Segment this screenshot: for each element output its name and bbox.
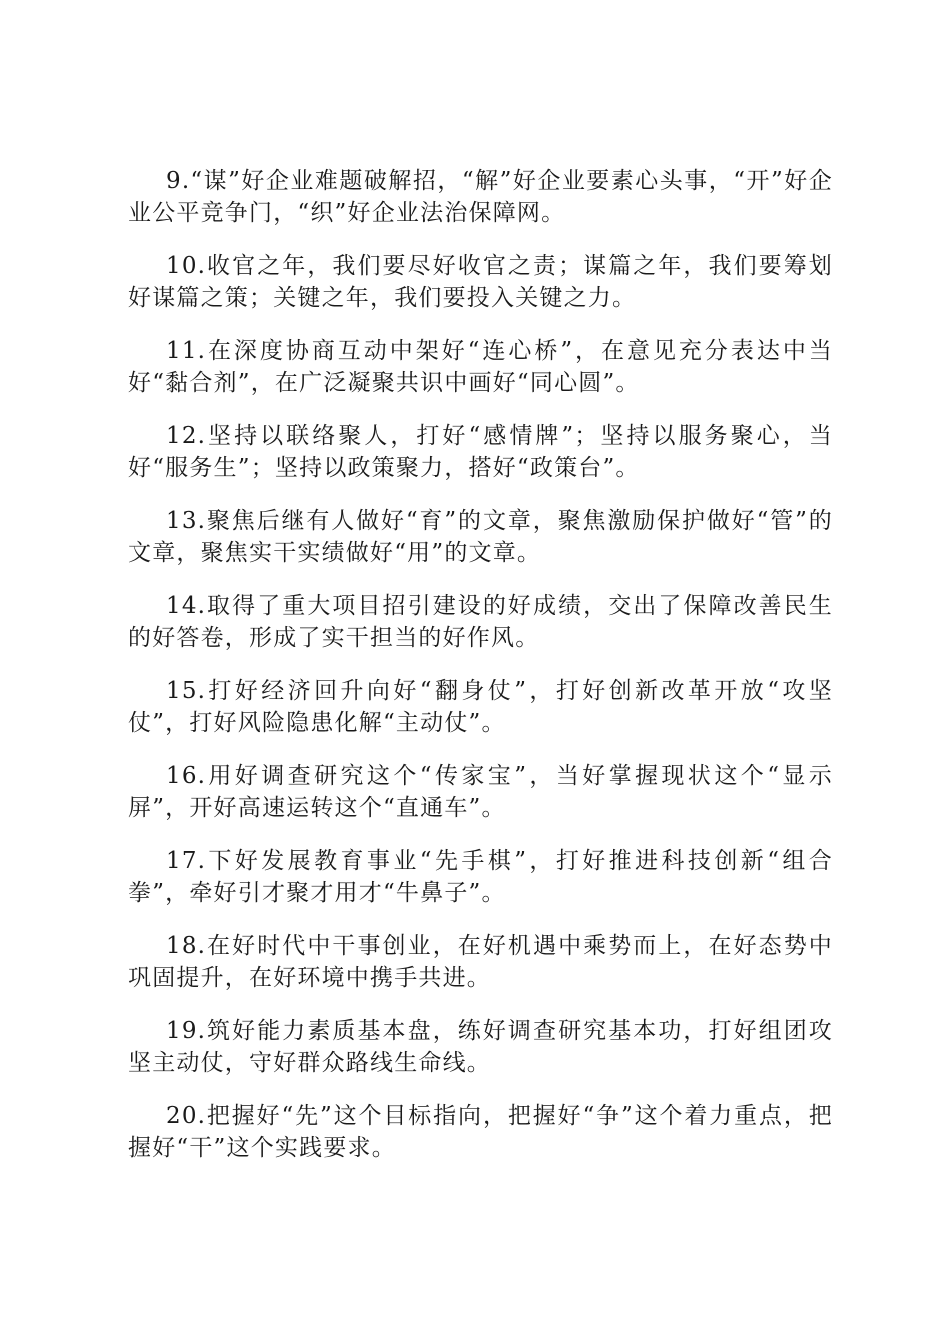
- paragraph-15: 15.打好经济回升向好“翻身仗”，打好创新改革开放“攻坚仗”，打好风险隐患化解“主动仗”。: [128, 678, 833, 736]
- paragraph-20: 20.把握好“先”这个目标指向，把握好“争”这个着力重点，把握好“干”这个实践要求。: [128, 1103, 833, 1161]
- paragraph-11: 11.在深度协商互动中架好“连心桥”，在意见充分表达中当好“黏合剂”，在广泛凝聚共识中画好“同心圆”。: [128, 338, 833, 396]
- paragraph-19: 19.筑好能力素质基本盘，练好调查研究基本功，打好组团攻坚主动仗，守好群众路线生命线。: [128, 1018, 833, 1076]
- paragraph-10: 10.收官之年，我们要尽好收官之责；谋篇之年，我们要筹划好谋篇之策；关键之年，我们要投入关键之力。: [128, 253, 833, 311]
- document-body: [128, 165, 833, 1185]
- paragraph-16: 16.用好调查研究这个“传家宝”，当好掌握现状这个“显示屏”，开好高速运转这个“直通车”。: [128, 763, 833, 821]
- paragraph-14: 14.取得了重大项目招引建设的好成绩，交出了保障改善民生的好答卷，形成了实干担当的好作风。: [128, 593, 833, 651]
- paragraph-9: 9.“谋”好企业难题破解招，“解”好企业要素心头事，“开”好企业公平竞争门，“织”好企业法治保障网。: [128, 168, 833, 226]
- paragraph-17: 17.下好发展教育事业“先手棋”，打好推进科技创新“组合拳”，牵好引才聚才用才“牛鼻子”。: [128, 848, 833, 906]
- paragraph-18: 18.在好时代中干事创业，在好机遇中乘势而上，在好态势中巩固提升，在好环境中携手共进。: [128, 933, 833, 991]
- paragraph-12: 12.坚持以联络聚人，打好“感情牌”；坚持以服务聚心，当好“服务生”；坚持以政策聚力，搭好“政策台”。: [128, 423, 833, 481]
- paragraph-13: 13.聚焦后继有人做好“育”的文章，聚焦激励保护做好“管”的文章，聚焦实干实绩做好“用”的文章。: [128, 508, 833, 566]
